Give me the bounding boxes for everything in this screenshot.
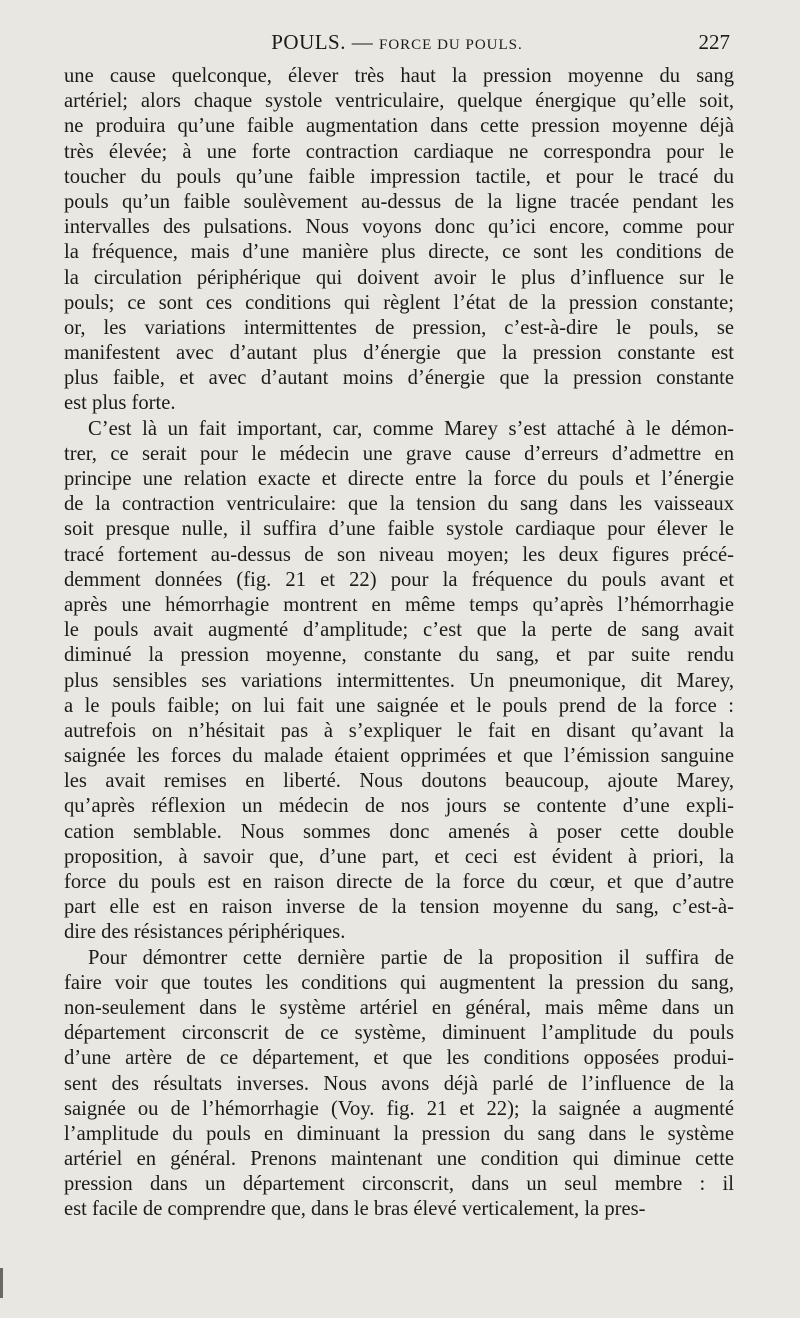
text-line: sent des résultats inverses. Nous avons déjà parlé de l’influence de la bbox=[64, 1072, 734, 1095]
text-line: saignée les forces du malade étaient opprimées et que l’émission sanguine bbox=[64, 745, 734, 768]
text-line: Pour démontrer cette dernière partie de la proposition il suffira de bbox=[88, 946, 734, 969]
text-line: C’est là un fait important, car, comme Marey s’est attaché à le démon- bbox=[88, 417, 734, 440]
text-line: département circonscrit de ce système, diminuent l’amplitude du pouls bbox=[64, 1022, 734, 1045]
paragraph bbox=[64, 417, 734, 946]
text-line: part elle est en raison inverse de la tension moyenne du sang, c’est-à- bbox=[64, 896, 734, 919]
text-line: pression dans un département circonscrit, dans un seul membre : il bbox=[64, 1173, 734, 1196]
text-line: manifestent avec d’autant plus d’énergie que la pression constante est bbox=[64, 342, 734, 365]
text-line: trer, ce serait pour le médecin une grave cause d’erreurs d’admettre en bbox=[64, 442, 734, 465]
text-line: d’une artère de ce département, et que les conditions opposées produi- bbox=[64, 1047, 734, 1070]
text-line: autrefois on n’hésitait pas à s’expliquer le fait en disant qu’avant la bbox=[64, 719, 734, 742]
text-line: toucher du pouls qu’une faible impression tactile, et pour le tracé du bbox=[64, 165, 734, 188]
body-text bbox=[64, 64, 734, 1223]
text-line: les avait remises en liberté. Nous doutons beaucoup, ajoute Marey, bbox=[64, 770, 734, 793]
text-line: artériel; alors chaque systole ventriculaire, quelque énergique qu’elle soit, bbox=[64, 90, 734, 113]
text-line: pouls qu’un faible soulèvement au-dessus de la ligne tracée pendant les bbox=[64, 190, 734, 213]
text-line: artériel en général. Prenons maintenant une condition qui diminue cette bbox=[64, 1148, 734, 1171]
text-line: plus faible, et avec d’autant moins d’énergie que la pression constante bbox=[64, 367, 734, 390]
text-line: de la contraction ventriculaire: que la tension du sang dans les vaisseaux bbox=[64, 493, 734, 516]
text-line: soit presque nulle, il suffira d’une faible systole cardiaque pour élever le bbox=[64, 518, 734, 541]
text-line: la circulation périphérique qui doivent avoir le plus d’influence sur le bbox=[64, 266, 734, 289]
text-line: principe une relation exacte et directe entre la force du pouls et l’énergie bbox=[64, 468, 734, 490]
text-line: qu’après réflexion un médecin de nos jours se contente d’une expli- bbox=[64, 795, 734, 818]
text-line: la fréquence, mais d’une manière plus directe, ce sont les conditions de bbox=[64, 241, 734, 264]
text-line: non-seulement dans le système artériel en général, mais même dans un bbox=[64, 996, 734, 1019]
text-line: après une hémorrhagie montrent en même temps qu’après l’hémorrhagie bbox=[64, 593, 734, 616]
text-line: demment données (fig. 21 et 22) pour la fréquence du pouls avant et bbox=[64, 568, 734, 591]
text-line: a le pouls faible; on lui fait une saignée et le pouls prend de la force : bbox=[64, 694, 734, 717]
page-edge-mark bbox=[0, 1268, 3, 1298]
text-line: proposition, à savoir que, d’une part, et ceci est évident à priori, la bbox=[64, 845, 734, 868]
text-line: dire des résistances périphériques. bbox=[64, 921, 346, 944]
text-line: faire voir que toutes les conditions qui augmentent la pression du sang, bbox=[64, 971, 734, 994]
page-number: 227 bbox=[698, 30, 730, 54]
text-line: or, les variations intermittentes de pression, c’est-à-dire le pouls, se bbox=[64, 316, 734, 339]
running-title-dash: — bbox=[346, 30, 379, 54]
text-line: cation semblable. Nous sommes donc amenés à poser cette double bbox=[64, 820, 734, 843]
running-header bbox=[64, 30, 730, 60]
text-line: est facile de comprendre que, dans le bras élevé verticalement, la pres- bbox=[64, 1198, 646, 1221]
paragraph bbox=[64, 64, 734, 417]
text-line: est plus forte. bbox=[64, 392, 176, 415]
running-title bbox=[64, 30, 730, 55]
text-line: intervalles des pulsations. Nous voyons donc qu’ici encore, comme pour bbox=[64, 216, 734, 239]
text-line: ne produira qu’une faible augmentation dans cette pression moyenne déjà bbox=[64, 115, 734, 138]
text-line: tracé fortement au-dessus de son niveau moyen; les deux figures précé- bbox=[64, 543, 734, 566]
text-line: une cause quelconque, élever très haut la pression moyenne du sang bbox=[64, 65, 734, 87]
text-line: très élevée; à une forte contraction cardiaque ne correspondra pour le bbox=[64, 140, 734, 163]
text-line: le pouls avait augmenté d’amplitude; c’est que la perte de sang avait bbox=[64, 619, 734, 642]
text-line: saignée ou de l’hémorrhagie (Voy. fig. 21 et 22); la saignée a augmenté bbox=[64, 1097, 734, 1120]
paragraph bbox=[64, 946, 734, 1223]
text-line: plus sensibles ses variations intermittentes. Un pneumonique, dit Marey, bbox=[64, 669, 734, 692]
text-line: l’amplitude du pouls en diminuant la pression du sang dans le système bbox=[64, 1122, 734, 1145]
text-line: diminué la pression moyenne, constante du sang, et par suite rendu bbox=[64, 644, 734, 667]
text-line: force du pouls est en raison directe de la force du cœur, et que d’autre bbox=[64, 871, 734, 893]
running-title-main: POULS. bbox=[271, 30, 346, 54]
running-title-sub: FORCE DU POULS. bbox=[379, 37, 523, 53]
text-line: pouls; ce sont ces conditions qui règlent l’état de la pression constante; bbox=[64, 291, 734, 314]
